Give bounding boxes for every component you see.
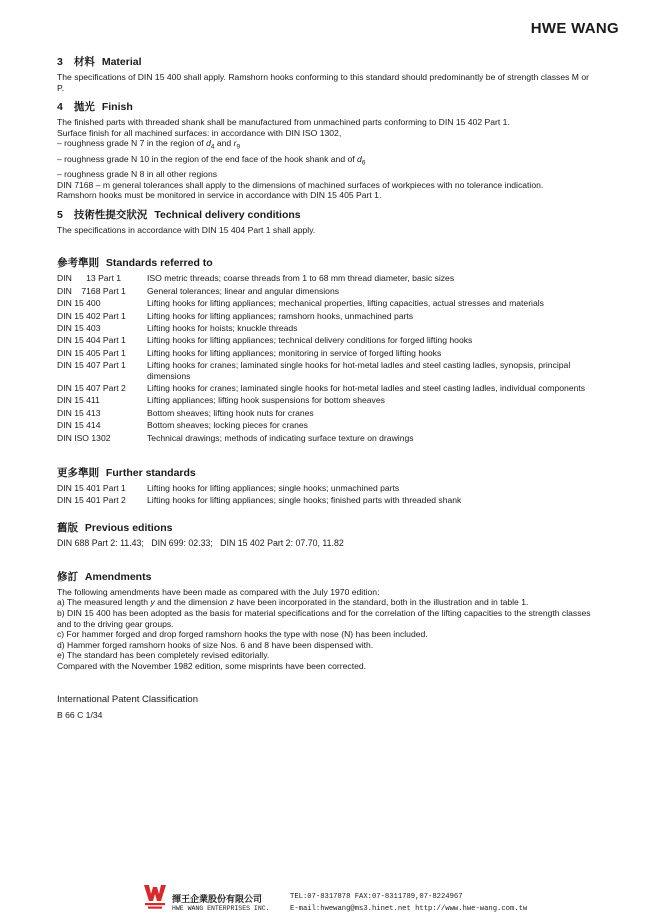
section-delivery bbox=[57, 209, 597, 236]
standard-code: DIN 7168 Part 1 bbox=[57, 285, 126, 296]
standard-description: General tolerances; linear and angular dimensions bbox=[147, 285, 340, 296]
amendment-a: a) The measured length y and the dimension z have been incorporated in the standard, both in the illustration and in table 1. bbox=[57, 597, 529, 608]
finish-p1: The finished parts with threaded shank shall be manufactured from unmachined parts conforming to DIN 15 402 Part 1. bbox=[57, 117, 510, 128]
standard-code: DIN 15 407 Part 1 bbox=[57, 360, 126, 371]
standard-row bbox=[57, 433, 592, 445]
standard-code: DIN 15 404 Part 1 bbox=[57, 335, 126, 346]
section-heading: 4 拋光 Finish bbox=[57, 101, 133, 114]
finish-l2: – roughness grade N 10 in the region of the end face of the hook shank and of $d_6$ bbox=[57, 153, 366, 167]
section-previous bbox=[57, 522, 597, 549]
standard-description: Lifting appliances; lifting hook suspensions for bottom sheaves bbox=[147, 395, 385, 406]
standard-row bbox=[57, 360, 592, 383]
standard-description: Lifting hooks for hoists; knuckle threads bbox=[147, 322, 298, 333]
amendments-intro: The following amendments have been made as compared with the July 1970 edition: bbox=[57, 586, 380, 597]
contact-email-web: E-mail:hwewang@ms3.hinet.net http://www.hwe-wang.com.tw bbox=[290, 905, 528, 913]
standard-description: Bottom sheaves; locking pieces for cranes bbox=[147, 420, 308, 431]
amendment-b: b) DIN 15 400 has been adopted as the basis for material specifications and for the correlation of the lifting capacities to the strength classes and to the driving gear groups. bbox=[57, 608, 591, 629]
ipc-title: International Patent Classification bbox=[57, 693, 198, 705]
standard-code: DIN 15 414 bbox=[57, 420, 101, 431]
further-table bbox=[57, 483, 592, 508]
standard-description: Lifting hooks for lifting appliances; monitoring in service of forged lifting hooks bbox=[147, 347, 442, 358]
material-text: The specifications of DIN 15 400 shall apply. Ramshorn hooks conforming to this standard should predominantly be of strength classes M or P. bbox=[57, 72, 589, 93]
amendments-outro: Compared with the November 1982 edition, some misprints have been corrected. bbox=[57, 660, 367, 671]
standard-row bbox=[57, 298, 592, 310]
standard-code: DIN 15 402 Part 1 bbox=[57, 310, 126, 321]
contact-phone-fax: TEL:07-8317878 FAX:07-8311789,07-8224967 bbox=[290, 893, 463, 901]
standards-table bbox=[57, 273, 592, 445]
standard-code: DIN 15 407 Part 2 bbox=[57, 383, 126, 394]
standard-code: DIN ISO 1302 bbox=[57, 432, 111, 443]
amendment-e: e) The standard has been completely revised editorially. bbox=[57, 650, 270, 661]
section-finish bbox=[57, 101, 597, 201]
section-standards bbox=[57, 257, 597, 445]
delivery-text: The specifications in accordance with DIN 15 404 Part 1 shall apply. bbox=[57, 224, 316, 235]
standard-row bbox=[57, 483, 592, 495]
standard-row bbox=[57, 286, 592, 298]
finish-l3: – roughness grade N 8 in all other regions bbox=[57, 169, 218, 179]
standard-description: ISO metric threads; coarse threads from 1 to 68 mm thread diameter, basic sizes bbox=[147, 273, 455, 284]
standard-description: Technical drawings; methods of indicating surface texture on drawings bbox=[147, 432, 414, 443]
finish-p3: DIN 7168 – m general tolerances shall apply to the dimensions of machined surfaces of workpieces with no tolerance indication. bbox=[57, 179, 544, 190]
standard-description: Lifting hooks for lifting appliances; ramshorn hooks, unmachined parts bbox=[147, 310, 414, 321]
company-logo-icon bbox=[143, 882, 167, 910]
section-further bbox=[57, 467, 597, 508]
finish-p2: Surface finish for all machined surfaces: in accordance with DIN ISO 1302, bbox=[57, 127, 342, 138]
amendment-c: c) For hammer forged and drop forged ramshorn hooks the type with nose (N) has been included. bbox=[57, 629, 428, 640]
standard-code: DIN 15 413 bbox=[57, 407, 101, 418]
section-heading: 3 材料 Material bbox=[57, 56, 142, 68]
finish-p4: Ramshorn hooks must be monitored in service in accordance with DIN 15 405 Part 1. bbox=[57, 190, 382, 201]
standard-row bbox=[57, 273, 592, 285]
standard-code: DIN 13 Part 1 bbox=[57, 273, 121, 284]
section-heading: 5 技術性提交狀況 Technical delivery conditions bbox=[57, 208, 301, 221]
standard-row bbox=[57, 395, 592, 407]
standard-code: DIN 15 411 bbox=[57, 395, 100, 406]
ipc-code: B 66 C 1/34 bbox=[57, 709, 103, 720]
standard-code: DIN 15 401 Part 2 bbox=[57, 495, 126, 506]
standard-description: Lifting hooks for lifting appliances; technical delivery conditions for forged lifting hooks bbox=[147, 335, 473, 346]
company-name-cn: 揮王企業股份有限公司 bbox=[172, 894, 263, 904]
standard-row bbox=[57, 495, 592, 507]
standard-code: DIN 15 403 bbox=[57, 322, 101, 333]
section-heading: 更多準則 Further standards bbox=[57, 467, 196, 480]
section-heading: 參考準則 Standards referred to bbox=[57, 257, 213, 270]
section-material bbox=[57, 56, 597, 93]
section-amendments bbox=[57, 571, 597, 672]
section-heading: 修訂 Amendments bbox=[57, 570, 152, 583]
document-body bbox=[57, 56, 597, 720]
standard-description: Lifting hooks for cranes; laminated single hooks for hot-metal ladles and steel casting ladles, individual components bbox=[147, 383, 586, 394]
section-ipc bbox=[57, 694, 597, 720]
footer bbox=[143, 880, 583, 916]
standard-description: Lifting hooks for lifting appliances; single hooks; finished parts with threaded shank bbox=[147, 495, 462, 506]
standard-row bbox=[57, 408, 592, 420]
standard-row bbox=[57, 383, 592, 395]
standard-description: Bottom sheaves; lifting hook nuts for cranes bbox=[147, 407, 314, 418]
amendment-d: d) Hammer forged ramshorn hooks of size Nos. 6 and 8 have been dispensed with. bbox=[57, 639, 374, 650]
section-heading: 舊版 Previous editions bbox=[57, 521, 173, 534]
standard-description: Lifting hooks for lifting appliances; single hooks; unmachined parts bbox=[147, 483, 400, 494]
standard-code: DIN 15 401 Part 1 bbox=[57, 483, 126, 494]
standard-code: DIN 15 400 bbox=[57, 298, 101, 309]
previous-text: DIN 688 Part 2: 11.43; DIN 699: 02.33; DIN 15 402 Part 2: 07.70, 11.82 bbox=[57, 537, 344, 548]
company-name-en: HWE WANG ENTERPRISES INC. bbox=[172, 905, 270, 912]
standard-code: DIN 15 405 Part 1 bbox=[57, 347, 126, 358]
standard-row bbox=[57, 311, 592, 323]
standard-row bbox=[57, 335, 592, 347]
standard-row bbox=[57, 323, 592, 335]
brand-title: HWE WANG bbox=[530, 20, 619, 37]
standard-description: Lifting hooks for lifting appliances; mechanical properties, lifting capacities, actual stresses and materials bbox=[147, 298, 544, 309]
standard-row bbox=[57, 420, 592, 432]
standard-row bbox=[57, 348, 592, 360]
finish-l1: – roughness grade N 7 in the region of $d_4$ and $r_9$ bbox=[57, 138, 241, 152]
standard-description: Lifting hooks for cranes; laminated single hooks for hot-metal ladles and steel casting ladles, synopsis, principal dimensions bbox=[147, 360, 571, 381]
